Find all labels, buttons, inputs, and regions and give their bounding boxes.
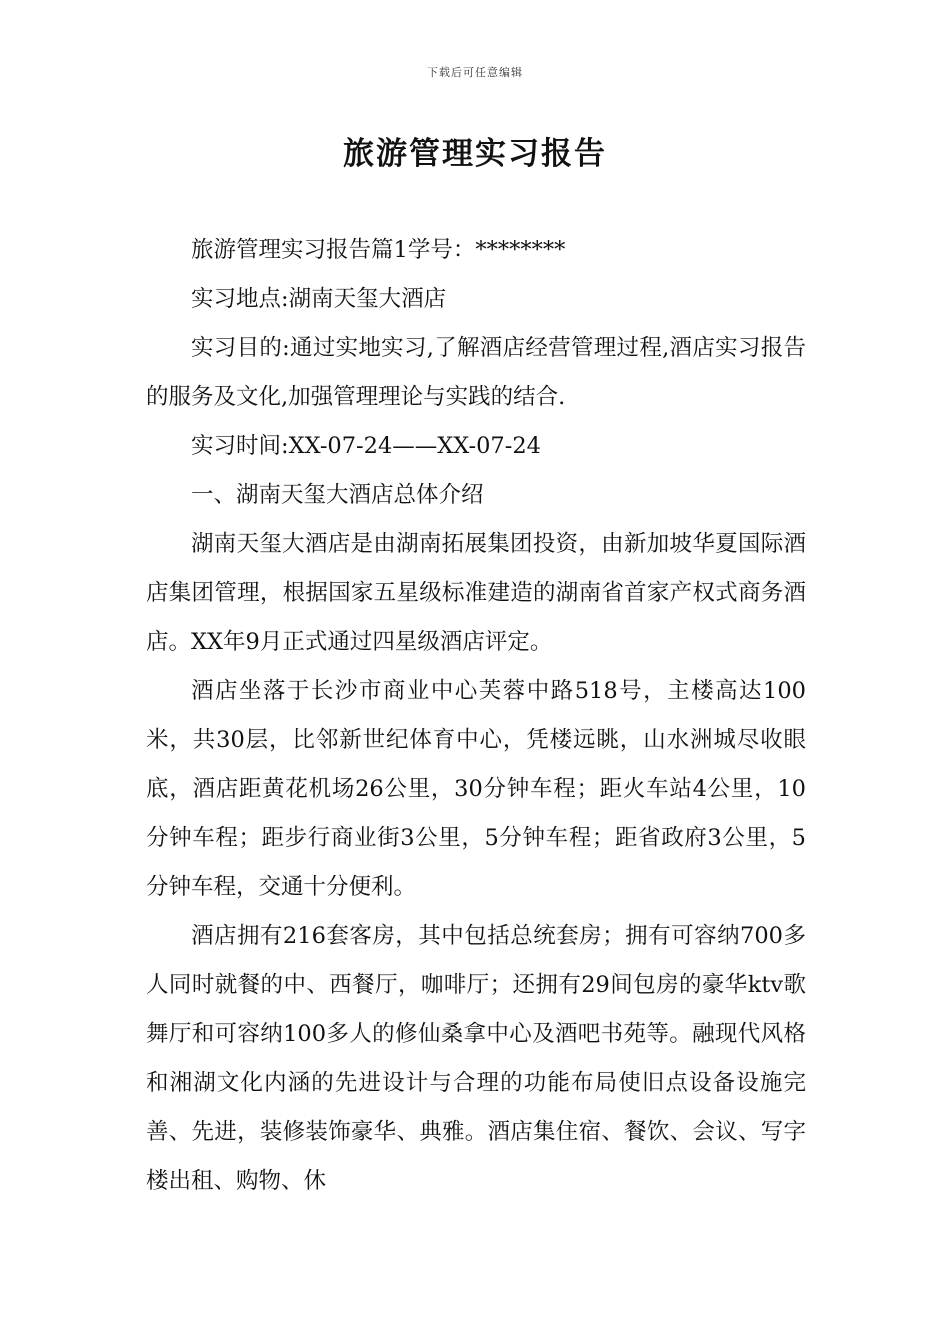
paragraph-report-number: 旅游管理实习报告篇1学号：******** [191,237,566,263]
paragraph-purpose: 实习目的:通过实地实习,了解酒店经营管理过程,酒店实习报告的服务及文化,加强管理理论与实践的结合. [146,335,806,410]
paragraph-time: 实习时间:XX-07-24——XX-07-24 [191,433,541,459]
paragraph-hotel-intro: 湖南天玺大酒店是由湖南拓展集团投资，由新加坡华夏国际酒店集团管理，根据国家五星级标准建造的湖南省首家产权式商务酒店。XX年9月正式通过四星级酒店评定。 [146,531,806,655]
header-note: 下载后可任意编辑 [427,66,523,79]
section-heading-overview: 一、湖南天玺大酒店总体介绍 [191,482,484,508]
paragraph-hotel-facilities: 酒店拥有216套客房，其中包括总统套房；拥有可容纳700多人同时就餐的中、西餐厅，咖啡厅；还拥有29间包房的豪华ktv歌舞厅和可容纳100多人的修仙桑拿中心及酒吧书苑等。融现代风格和湘湖文化内涵的先进设计与合理的功能布局使旧点设备设施完善、先进，装修装饰豪华、典雅。酒店集住宿、餐饮、会议、写字楼出租、购物、休 [146,923,806,1194]
document-title: 旅游管理实习报告 [343,136,607,172]
document-body [146,226,806,1206]
paragraph-hotel-location: 酒店坐落于长沙市商业中心芙蓉中路518号，主楼高达100米，共30层，比邻新世纪体育中心，凭楼远眺，山水洲城尽收眼底，酒店距黄花机场26公里，30分钟车程；距火车站4公里，10分钟车程；距步行商业街3公里，5分钟车程；距省政府3公里，5分钟车程，交通十分便利。 [146,678,806,900]
paragraph-location: 实习地点:湖南天玺大酒店 [191,286,447,312]
